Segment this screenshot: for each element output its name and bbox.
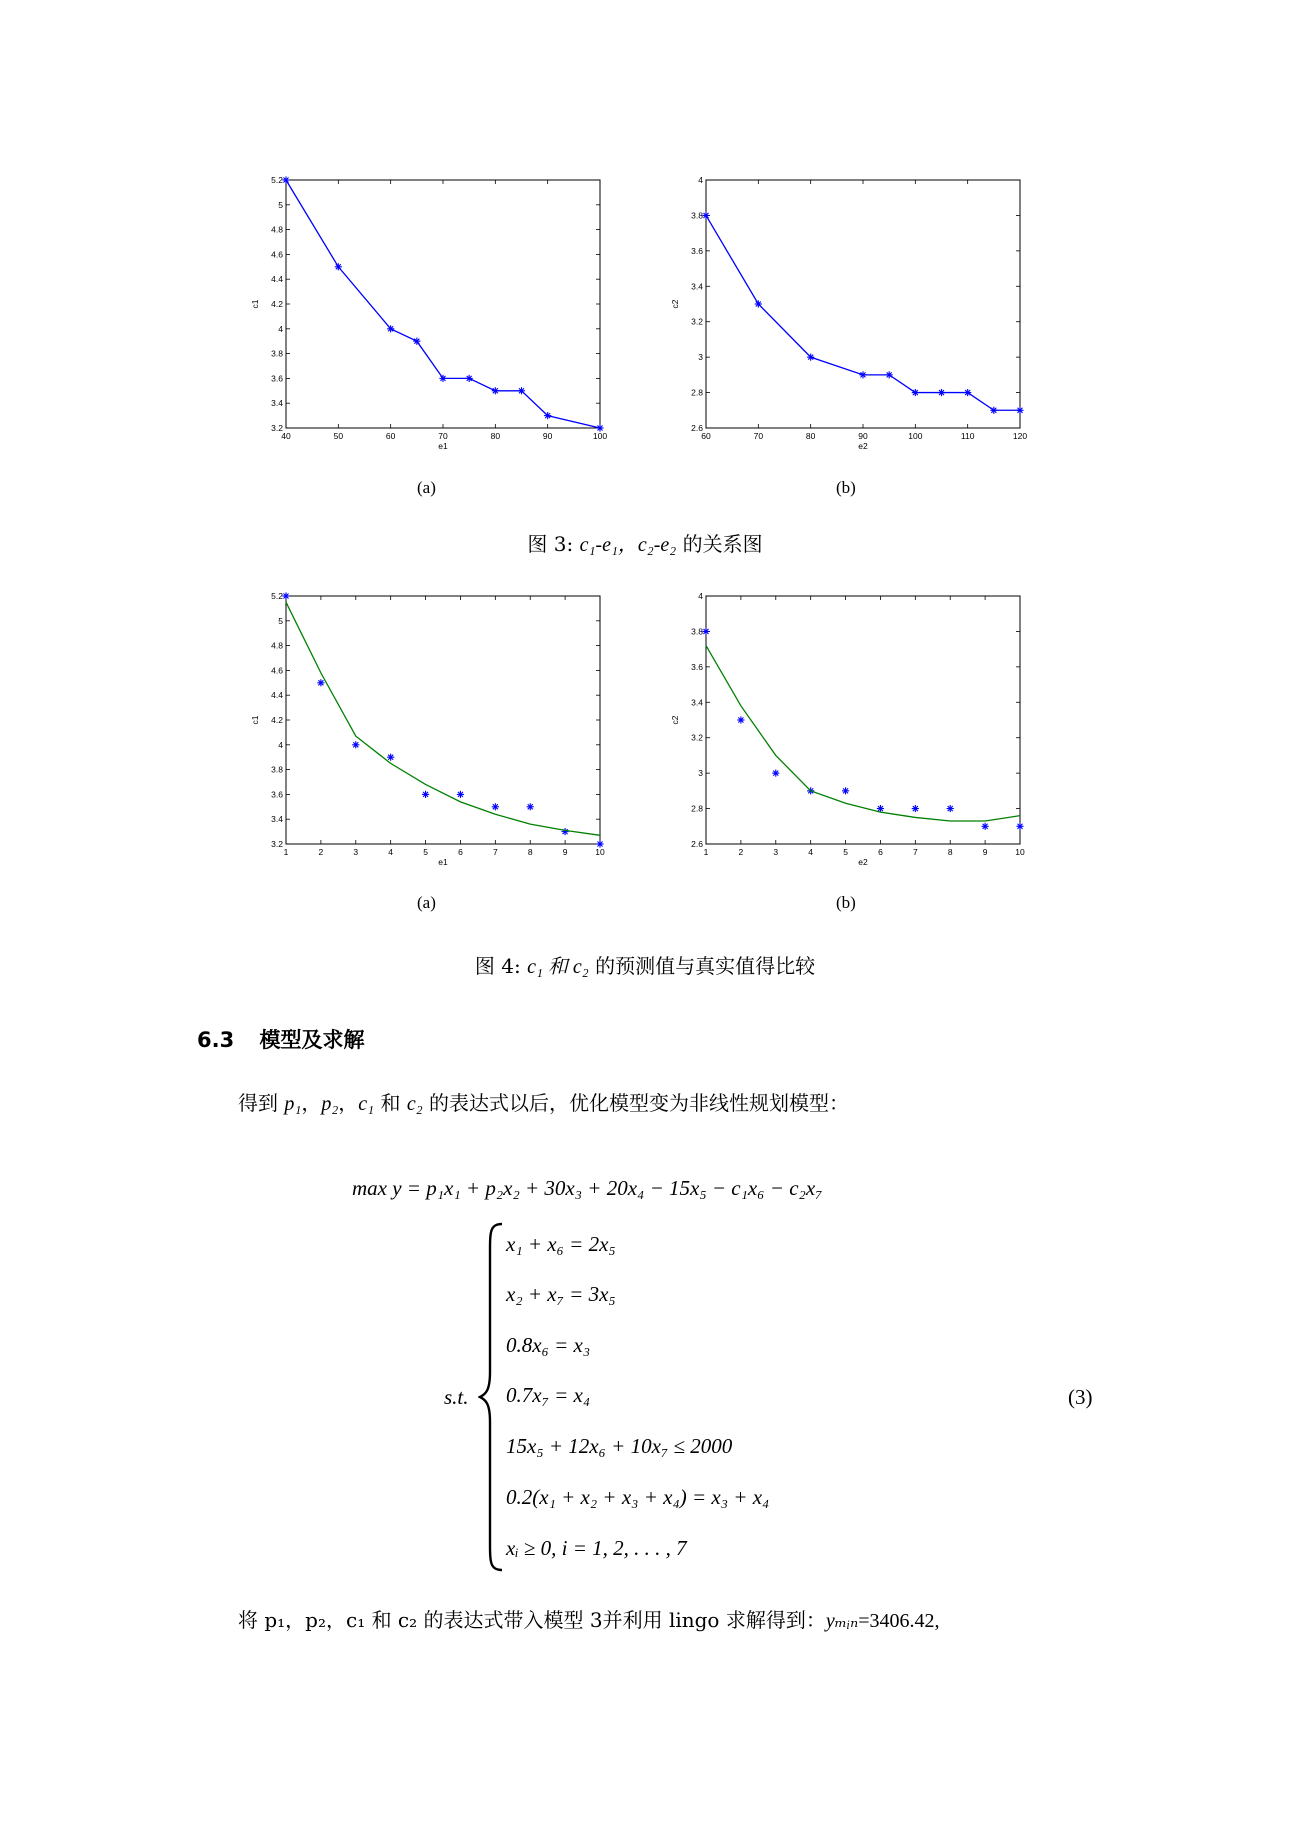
x-axis-label: e2 [858,441,868,451]
data-point-actual [912,805,919,812]
y-tick-label: 3.8 [691,626,703,637]
math-p1: p₁ [284,1093,302,1115]
y-tick-label: 4 [698,591,703,601]
para2-result: =3406.42, [858,1610,940,1632]
equation-objective: max y = p₁x₁ + p₂x₂ + 30x₃ + 20x₄ − 15x₅ − c₁x₆ − c₂x₇ [352,1176,823,1200]
data-point-actual [702,628,709,635]
chart-fig3b [650,140,1030,460]
constraint-6: 0.2(x₁ + x₂ + x₃ + x₄) = x₃ + x₄ [506,1485,770,1509]
data-point-actual [947,805,954,812]
x-tick-label: 4 [808,847,814,857]
y-tick-label: 5 [278,615,283,626]
y-tick-label: 5.2 [271,591,283,601]
data-point-c2 [1016,407,1023,414]
x-tick-label: 1 [703,847,709,857]
caption-math: c₁-e₁，c₂-e₂ [579,534,677,556]
constraint-7: xᵢ ≥ 0, i = 1, 2, . . . , 7 [506,1536,687,1560]
y-tick-label: 4.2 [271,715,283,725]
data-point-c1 [544,412,551,419]
x-tick-label: 4 [388,847,394,857]
y-tick-label: 4 [278,739,283,750]
y-tick-label: 3.2 [271,839,283,849]
x-tick-label: 90 [542,431,553,441]
constraint-4: 0.7x₇ = x₄ [506,1383,591,1407]
constraint-5: 15x₅ + 12x₆ + 10x₇ ≤ 2000 [506,1434,733,1458]
x-tick-label: 10 [1015,847,1025,857]
x-tick-label: 1 [283,847,289,857]
y-tick-label: 3 [698,352,703,363]
data-point-c1 [387,325,394,332]
x-tick-label: 100 [908,431,923,441]
data-point-c1 [466,375,473,382]
data-point-actual [527,803,534,810]
series-line-predicted [286,602,600,835]
y-tick-label: 4.6 [271,665,283,676]
data-point-actual [1016,823,1023,830]
y-tick-label: 3 [698,768,703,779]
x-tick-label: 10 [595,847,605,857]
x-tick-label: 60 [701,431,711,441]
equation-number: (3) [1068,1385,1093,1409]
data-point-c2 [886,371,893,378]
y-tick-label: 2.8 [691,387,703,398]
x-tick-label: 50 [333,431,344,441]
y-tick-label: 3.2 [691,732,703,743]
x-tick-label: 6 [458,847,463,857]
para1-and: 和 [374,1091,407,1115]
y-tick-label: 4 [278,323,283,334]
math-c2: c₂ [406,1093,423,1115]
x-axis-label: e1 [438,441,448,451]
y-tick-label: 3.6 [691,661,703,672]
data-point-c1 [596,424,603,431]
y-axis-label: c1 [250,715,260,725]
constraint-2: x₂ + x₇ = 3x₅ [506,1282,616,1306]
y-tick-label: 4.6 [271,249,283,260]
chart-fig4b [650,556,1030,876]
section-heading [197,1024,365,1054]
chart-fig4a [230,556,610,876]
data-point-actual [422,791,429,798]
fig3-sublabel-a: (a) [417,478,436,497]
y-tick-label: 3.4 [691,281,703,292]
y-tick-label: 4.2 [271,299,283,309]
x-tick-label: 120 [1012,431,1028,441]
figure4-caption [0,950,1290,979]
y-tick-label: 3.4 [691,697,703,708]
y-axis-label: c2 [670,299,680,309]
para2-text: 将 p₁，p₂，c₁ 和 c₂ 的表达式带入模型 3并利用 lingo 求解得到： [238,1608,826,1632]
para1-sep: ， [338,1091,359,1115]
x-tick-label: 110 [960,431,975,441]
x-tick-label: 5 [843,847,848,857]
data-point-c2 [859,371,866,378]
caption-prefix: 图 3: [527,532,574,556]
fig4-sublabel-a: (a) [417,893,436,912]
x-axis-label: e1 [438,857,448,867]
y-tick-label: 5.2 [271,175,283,185]
y-tick-label: 4 [698,175,703,185]
y-tick-label: 2.8 [691,803,703,814]
x-tick-label: 2 [318,847,324,857]
data-point-c2 [964,389,971,396]
data-point-actual [562,828,569,835]
math-p2: p₂ [321,1093,339,1115]
plot-frame [706,180,1020,428]
y-tick-label: 4.4 [271,274,283,285]
section-number: 6.3 [197,1028,235,1052]
data-point-actual [492,803,499,810]
y-tick-label: 4.8 [271,640,283,651]
equation-st: s.t. [444,1385,469,1409]
x-tick-label: 70 [753,431,764,441]
x-tick-label: 6 [878,847,883,857]
data-point-actual [352,741,359,748]
series-line-predicted [706,646,1020,821]
para1-sep: ， [301,1091,322,1115]
plot-frame [286,596,600,844]
series-line-c2 [706,215,1020,410]
y-axis-label: c2 [670,715,680,725]
math-c1: c₁ [358,1093,375,1115]
data-point-actual [457,791,464,798]
data-point-c2 [990,407,997,414]
y-tick-label: 3.8 [271,348,283,359]
y-tick-label: 4.4 [271,690,283,701]
y-tick-label: 3.2 [691,316,703,327]
x-tick-label: 3 [773,847,779,857]
data-point-c1 [518,387,525,394]
data-point-actual [317,679,324,686]
para1-text: 得到 [238,1091,285,1115]
data-point-c1 [492,387,499,394]
series-line-c1 [286,180,600,428]
data-point-c1 [413,338,420,345]
paragraph-2 [238,1604,940,1633]
constraint-3: 0.8x₆ = x₃ [506,1333,591,1357]
data-point-actual [282,592,289,599]
caption-math: c₁ 和 c₂ [527,956,589,978]
constraint-1: x₁ + x₆ = 2x₅ [506,1232,616,1256]
x-tick-label: 80 [805,431,816,441]
y-tick-label: 4.8 [271,224,283,235]
y-tick-label: 2.6 [691,423,703,433]
x-tick-label: 2 [738,847,744,857]
fig4-sublabel-b: (b) [836,893,856,912]
caption-prefix: 图 4: [474,954,521,978]
plot-frame [706,596,1020,844]
data-point-c1 [282,176,289,183]
caption-suffix: 的预测值与真实值得比较 [595,954,816,978]
section-title: 模型及求解 [259,1028,365,1052]
fig3-sublabel-b: (b) [836,478,856,497]
y-tick-label: 3.6 [271,373,283,384]
data-point-actual [387,754,394,761]
x-tick-label: 7 [912,847,918,857]
y-tick-label: 3.8 [271,764,283,775]
plot-frame [286,180,600,428]
chart-fig3a [230,140,610,460]
x-tick-label: 9 [982,847,988,857]
x-axis-label: e2 [858,857,868,867]
x-tick-label: 3 [353,847,359,857]
data-point-c2 [807,354,814,361]
math-ymin: yₘᵢₙ [825,1610,859,1632]
x-tick-label: 70 [438,431,448,441]
x-tick-label: 90 [858,431,868,441]
y-tick-label: 3.4 [271,814,283,825]
x-tick-label: 7 [492,847,498,857]
data-point-c2 [912,389,919,396]
x-tick-label: 8 [527,847,533,857]
x-tick-label: 100 [592,431,608,441]
y-axis-label: c1 [250,299,260,309]
x-tick-label: 9 [562,847,568,857]
figure3-caption [0,528,1290,557]
data-point-c1 [335,263,342,270]
x-tick-label: 5 [423,847,428,857]
data-point-actual [737,716,744,723]
para1-tail: 的表达式以后，优化模型变为非线性规划模型： [422,1091,850,1115]
x-tick-label: 8 [947,847,953,857]
x-tick-label: 40 [281,431,291,441]
data-point-c2 [702,212,709,219]
y-tick-label: 3.8 [691,210,703,221]
y-tick-label: 5 [278,199,283,210]
x-tick-label: 60 [385,431,396,441]
data-point-c2 [938,389,945,396]
data-point-actual [982,823,989,830]
y-tick-label: 3.6 [691,245,703,256]
data-point-actual [596,840,603,847]
x-tick-label: 80 [490,431,501,441]
data-point-actual [772,770,779,777]
y-tick-label: 3.6 [271,789,283,800]
paragraph-1 [238,1087,849,1116]
data-point-actual [842,787,849,794]
y-tick-label: 2.6 [691,839,703,849]
left-brace-icon [478,1222,508,1572]
y-tick-label: 3.2 [271,423,283,433]
y-tick-label: 3.4 [271,398,283,409]
caption-suffix: 的关系图 [682,532,763,556]
